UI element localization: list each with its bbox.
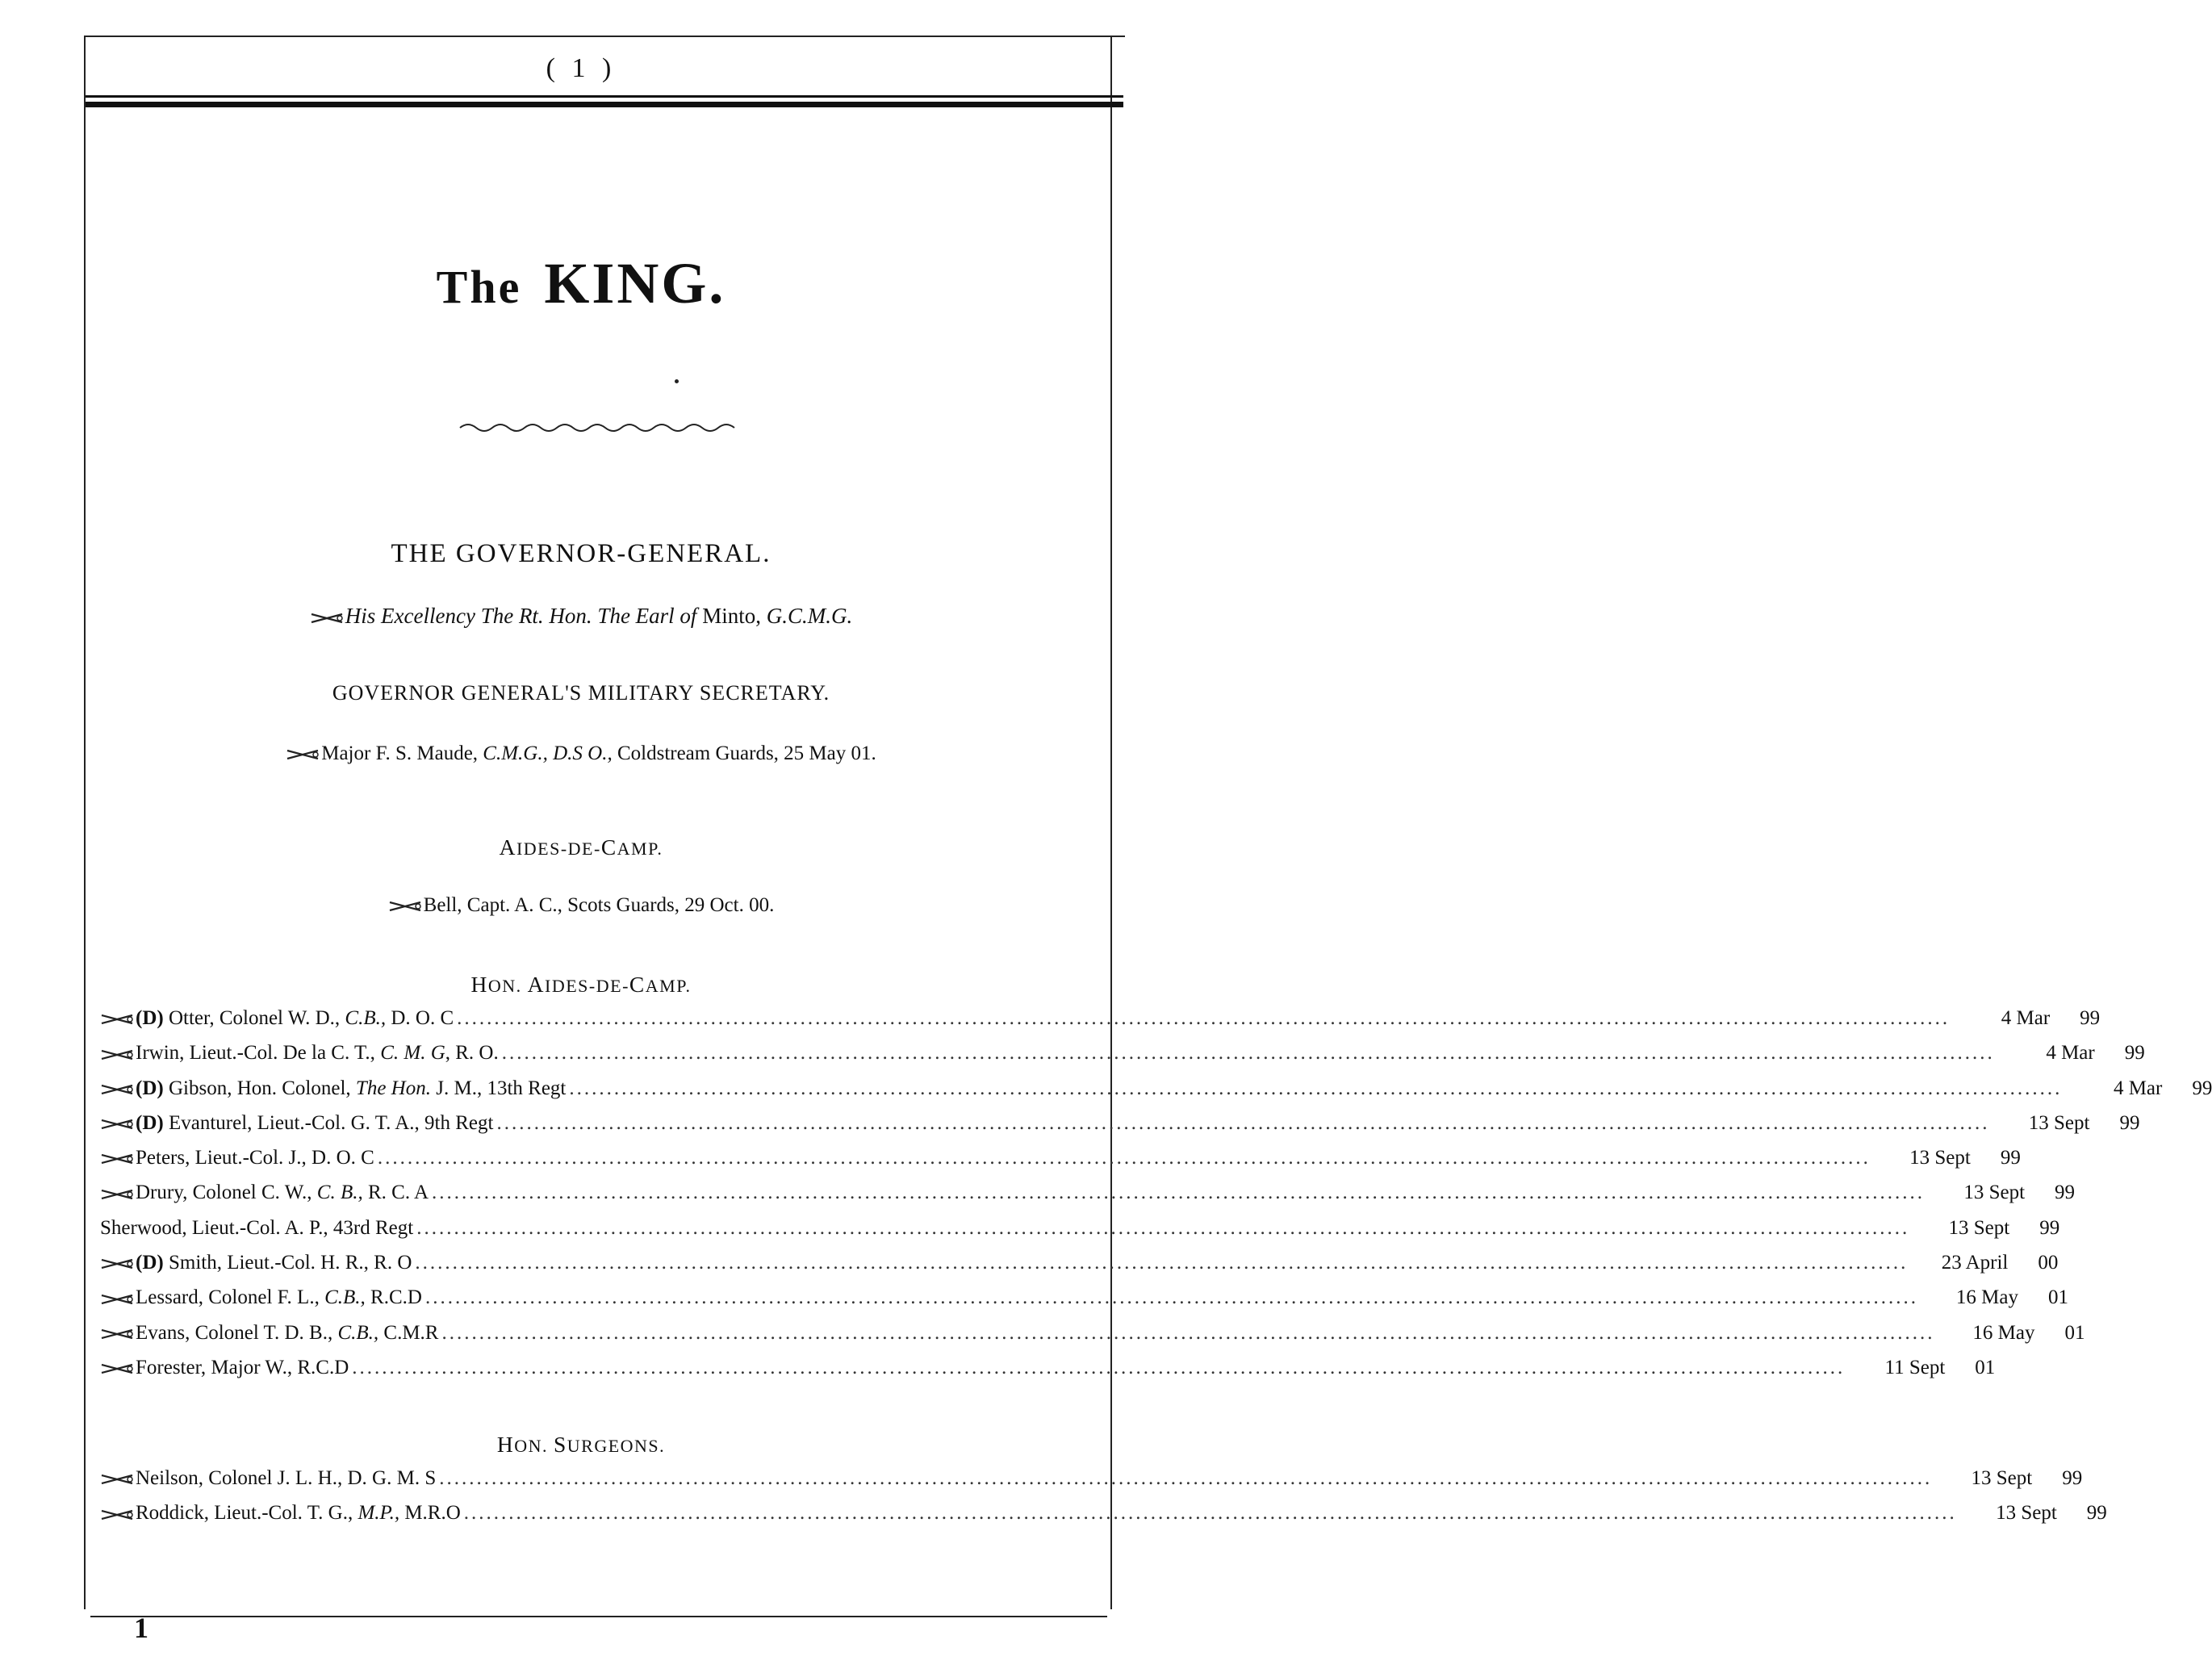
entry-text: , R. O. [445, 1042, 499, 1065]
dot-leader: ........................................................................................................................................................................................................ [416, 1216, 1910, 1239]
entry-name [100, 1252, 412, 1274]
entry-text: Otter, Colonel W. D., [168, 1007, 345, 1029]
entry-date: 4 Mar [2046, 1042, 2095, 1065]
heading-text: ON. [487, 976, 528, 996]
governor-general-entry [0, 604, 1162, 629]
crossed-swords-icon [100, 1508, 134, 1522]
hon-aides-de-camp-heading [0, 972, 1162, 998]
entry-name [100, 1007, 454, 1030]
entry-year: 01 [2047, 1286, 2068, 1309]
entry-name [100, 1502, 461, 1525]
heading-text: AMP. [645, 976, 692, 996]
military-secretary-entry [0, 742, 1162, 765]
list-item [100, 1356, 1996, 1391]
entry-year: 99 [2119, 1111, 2140, 1134]
entry-text: Irwin, Lieut.-Col. De la C. T., [136, 1042, 381, 1065]
entry-year: 99 [2124, 1042, 2145, 1065]
entry-year: 99 [2039, 1216, 2060, 1239]
dot-leader: ........................................................................................................................................................................................................ [569, 1077, 2063, 1099]
entry-date: 11 Sept [1884, 1356, 1946, 1378]
header-thick-rule [86, 102, 1123, 107]
crossed-swords-icon [100, 1048, 134, 1062]
list-item [100, 1252, 2059, 1286]
entry-text: Peters, Lieut.-Col. J., D. O. C [136, 1147, 374, 1169]
entry-name [100, 1042, 499, 1065]
entry-date: 4 Mar [2001, 1007, 2051, 1029]
entry-year: 99 [2080, 1007, 2101, 1029]
governor-general-title: His Excellency The Rt. Hon. The Earl of [345, 604, 697, 628]
entry-year: 00 [2038, 1252, 2059, 1274]
list-item [100, 1216, 2060, 1252]
entry-text: R.C.D [365, 1286, 422, 1309]
entry-honours: C.B., [345, 1007, 387, 1029]
heading-cap: H [496, 1432, 515, 1457]
crossed-swords-icon [100, 1362, 134, 1376]
dot-leader: ........................................................................................................................................................................................................ [496, 1111, 1990, 1134]
distinction-mark: (D) [136, 1252, 164, 1274]
entry-date: 16 May [1955, 1286, 2018, 1309]
crossed-swords-icon [286, 747, 320, 762]
heading-cap: S [553, 1432, 567, 1457]
entry-date: 13 Sept [1948, 1216, 2010, 1239]
entry-date: 13 Sept [1909, 1147, 1971, 1169]
crossed-swords-icon [100, 1257, 134, 1271]
title-prefix: The [436, 261, 522, 313]
distinction-mark: (D) [136, 1007, 164, 1029]
entry-date: 13 Sept [2028, 1111, 2090, 1134]
heading-cap: C [629, 972, 646, 997]
crossed-swords-icon [100, 1012, 134, 1027]
page-number-footer: 1 [134, 1612, 148, 1644]
list-item [100, 1321, 2085, 1357]
heading-text: URGEONS. [567, 1436, 666, 1456]
heading-cap: A [527, 972, 546, 997]
entry-year: 01 [2064, 1321, 2085, 1344]
list-item [100, 1007, 2101, 1042]
aides-de-camp-heading [0, 834, 1162, 860]
entry-name [100, 1467, 436, 1490]
entry-text: Evanturel, Lieut.-Col. G. T. A., 9th Regt [168, 1111, 494, 1134]
entry-text: C.M.R [378, 1321, 439, 1344]
entry-text: Roddick, Lieut.-Col. T. G., [136, 1502, 358, 1525]
heading-cap: H [470, 972, 488, 997]
entry-text: Drury, Colonel C. W., [136, 1182, 317, 1204]
hon-surgeons-list [100, 1467, 2107, 1537]
entry-honours: C.B., [324, 1286, 366, 1309]
dot-leader: ........................................................................................................................................................................................................ [352, 1356, 1846, 1378]
entry-name [100, 1357, 349, 1379]
dot-leader: ........................................................................................................................................................................................................ [463, 1502, 1957, 1525]
list-item [100, 1042, 2145, 1077]
military-secretary-rest: Coldstream Guards, 25 May 01. [617, 742, 876, 764]
page-number-header: ( 1 ) [546, 53, 617, 83]
dot-leader: ........................................................................................................................................................................................................ [415, 1252, 1909, 1274]
dot-leader: ........................................................................................................................................................................................................ [439, 1467, 1933, 1489]
entry-date: 4 Mar [2113, 1077, 2163, 1099]
hon-aides-de-camp-list [100, 1007, 2212, 1391]
aide-de-camp-text: Bell, Capt. A. C., Scots Guards, 29 Oct. 00. [423, 894, 775, 916]
military-secretary-name: Major F. S. Maude, [321, 742, 479, 764]
entry-honours: M.P., [358, 1502, 400, 1525]
title-main: KING. [544, 251, 726, 316]
heading-cap: A [499, 834, 516, 860]
entry-name [100, 1217, 413, 1240]
entry-name [100, 1322, 439, 1345]
governor-general-honours: G.C.M.G. [766, 604, 853, 628]
list-item [100, 1077, 2212, 1112]
heading-text: IDES-DE- [516, 839, 601, 859]
aide-de-camp-entry [0, 894, 1162, 917]
entry-date: 16 May [1972, 1321, 2035, 1344]
crossed-swords-icon [100, 1472, 134, 1487]
entry-name [100, 1112, 493, 1135]
entry-text: Neilson, Colonel J. L. H., D. G. M. S [136, 1467, 437, 1489]
military-secretary-honours: C.M.G., D.S O., [483, 742, 613, 764]
list-item [100, 1467, 2083, 1502]
crossed-swords-icon [100, 1082, 134, 1097]
military-secretary-heading: GOVERNOR GENERAL'S MILITARY SECRETARY. [332, 681, 830, 705]
entry-date: 13 Sept [1996, 1502, 2057, 1525]
dot-leader: ........................................................................................................................................................................................................ [441, 1321, 1935, 1344]
entry-text: R. C. A [362, 1182, 429, 1204]
entry-name [100, 1182, 429, 1204]
entry-year: 01 [1975, 1356, 1996, 1378]
entry-year: 99 [2055, 1182, 2076, 1204]
entry-date: 23 April [1941, 1252, 2009, 1274]
dot-leader: ........................................................................................................................................................................................................ [457, 1007, 1951, 1029]
list-item [100, 1502, 2107, 1537]
entry-text: D. O. C [386, 1007, 454, 1029]
entry-year: 99 [2192, 1077, 2212, 1099]
crossed-swords-icon [100, 1327, 134, 1341]
dot-leader: ........................................................................................................................................................................................................ [377, 1147, 1871, 1169]
wavy-divider [458, 420, 736, 434]
entry-text: M.R.O [399, 1502, 461, 1525]
crossed-swords-icon [100, 1152, 134, 1166]
governor-general-name: Minto, [702, 604, 761, 628]
entry-text: Evans, Colonel T. D. B., [136, 1321, 338, 1344]
entry-honours: C. B., [316, 1182, 363, 1204]
entry-name [100, 1147, 374, 1169]
crossed-swords-icon [100, 1117, 134, 1131]
dot-leader: ........................................................................................................................................................................................................ [432, 1182, 1926, 1204]
footer-rule [90, 1616, 1107, 1617]
header-rule [86, 95, 1123, 98]
entry-text: Forester, Major W., R.C.D [136, 1356, 349, 1378]
entry-text: J. M., 13th Regt [430, 1077, 567, 1099]
heading-text: ON. [514, 1436, 554, 1456]
crossed-swords-icon [100, 1187, 134, 1202]
distinction-mark: (D) [136, 1111, 164, 1134]
list-item [100, 1182, 2076, 1216]
entry-year: 99 [2062, 1467, 2083, 1489]
entry-text: Smith, Lieut.-Col. H. R., R. O [168, 1252, 412, 1274]
entry-honours: The Hon. [355, 1077, 431, 1099]
entry-text: Lessard, Colonel F. L., [136, 1286, 325, 1309]
entry-date: 13 Sept [1963, 1182, 2026, 1204]
crossed-swords-icon [310, 611, 344, 625]
entry-honours: C.B., [337, 1321, 379, 1344]
entry-name [100, 1286, 422, 1309]
heading-text: IDES-DE- [545, 976, 629, 996]
dot-leader: ........................................................................................................................................................................................................ [501, 1042, 1995, 1065]
hon-surgeons-heading [0, 1432, 1162, 1458]
crossed-swords-icon [388, 899, 422, 914]
list-item [100, 1111, 2140, 1147]
crossed-swords-icon [100, 1292, 134, 1307]
entry-date: 13 Sept [1971, 1467, 2033, 1489]
governor-general-heading: THE GOVERNOR-GENERAL. [391, 539, 771, 568]
distinction-mark: (D) [136, 1077, 164, 1099]
decorative-dot [675, 379, 679, 383]
entry-text: Sherwood, Lieut.-Col. A. P., 43rd Regt [100, 1216, 414, 1239]
heading-text: AMP. [617, 839, 663, 859]
entry-name [100, 1077, 566, 1100]
dot-leader: ........................................................................................................................................................................................................ [424, 1286, 1918, 1309]
list-item [100, 1286, 2068, 1321]
page-title [0, 250, 1162, 317]
entry-year: 99 [2086, 1502, 2107, 1525]
entry-text: Gibson, Hon. Colonel, [168, 1077, 356, 1099]
entry-year: 99 [2000, 1147, 2021, 1169]
heading-cap: C [600, 834, 617, 860]
entry-honours: C. M. G [380, 1042, 445, 1065]
list-item [100, 1147, 2021, 1182]
